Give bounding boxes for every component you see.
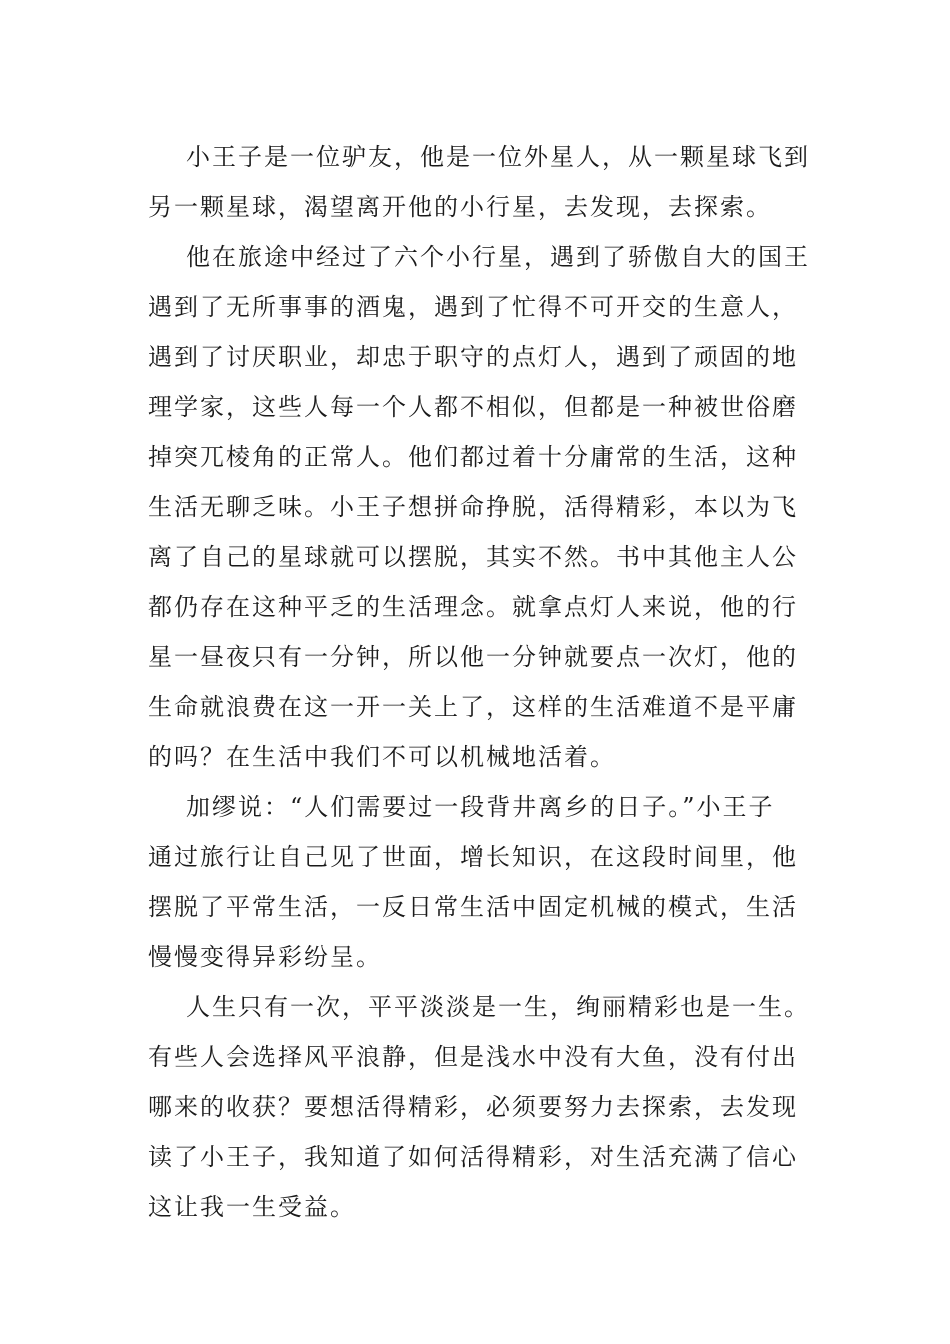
paragraph-4-line-3: 哪来的收获？要想活得精彩，必须要努力去探索，去发现 (148, 1093, 798, 1121)
paragraph-4-line-5: 这让我一生受益。 (148, 1193, 356, 1221)
paragraph-2-line-3: 遇到了讨厌职业，却忠于职守的点灯人，遇到了顽固的地 (148, 343, 798, 371)
paragraph-1-line-1: 小王子是一位驴友，他是一位外星人，从一颗星球飞到 (186, 143, 810, 171)
paragraph-2-line-6: 生活无聊乏味。小王子想拼命挣脱，活得精彩，本以为飞 (148, 493, 798, 521)
paragraph-1-line-2: 另一颗星球，渴望离开他的小行星，去发现，去探索。 (148, 193, 772, 221)
paragraph-2-line-4: 理学家，这些人每一个人都不相似，但都是一种被世俗磨 (148, 393, 798, 421)
paragraph-2-line-8: 都仍存在这种平乏的生活理念。就拿点灯人来说，他的行 (148, 593, 798, 621)
paragraph-3-line-4: 慢慢变得异彩纷呈。 (148, 943, 382, 971)
paragraph-3-line-3: 摆脱了平常生活，一反日常生活中固定机械的模式，生活 (148, 893, 798, 921)
paragraph-3-line-1: 加缪说：“人们需要过一段背井离乡的日子。”小王子 (186, 793, 775, 821)
paragraph-2-line-5: 掉突兀棱角的正常人。他们都过着十分庸常的生活，这种 (148, 443, 798, 471)
paragraph-2-line-11: 的吗？在生活中我们不可以机械地活着。 (148, 743, 616, 771)
paragraph-2-line-7: 离了自己的星球就可以摆脱，其实不然。书中其他主人公 (148, 543, 798, 571)
paragraph-3-line-2: 通过旅行让自己见了世面，增长知识，在这段时间里，他 (148, 843, 798, 871)
paragraph-2-line-9: 星一昼夜只有一分钟，所以他一分钟就要点一次灯，他的 (148, 643, 798, 671)
paragraph-2-line-2: 遇到了无所事事的酒鬼，遇到了忙得不可开交的生意人， (148, 293, 798, 321)
paragraph-4-line-4: 读了小王子，我知道了如何活得精彩，对生活充满了信心 (148, 1143, 798, 1171)
paragraph-2-line-10: 生命就浪费在这一开一关上了，这样的生活难道不是平庸 (148, 693, 798, 721)
paragraph-2-line-1: 他在旅途中经过了六个小行星，遇到了骄傲自大的国王 (186, 243, 810, 271)
paragraph-4-line-1: 人生只有一次，平平淡淡是一生，绚丽精彩也是一生。 (186, 993, 810, 1021)
document-body (148, 132, 808, 1232)
paragraph-4-line-2: 有些人会选择风平浪静，但是浅水中没有大鱼，没有付出 (148, 1043, 798, 1071)
